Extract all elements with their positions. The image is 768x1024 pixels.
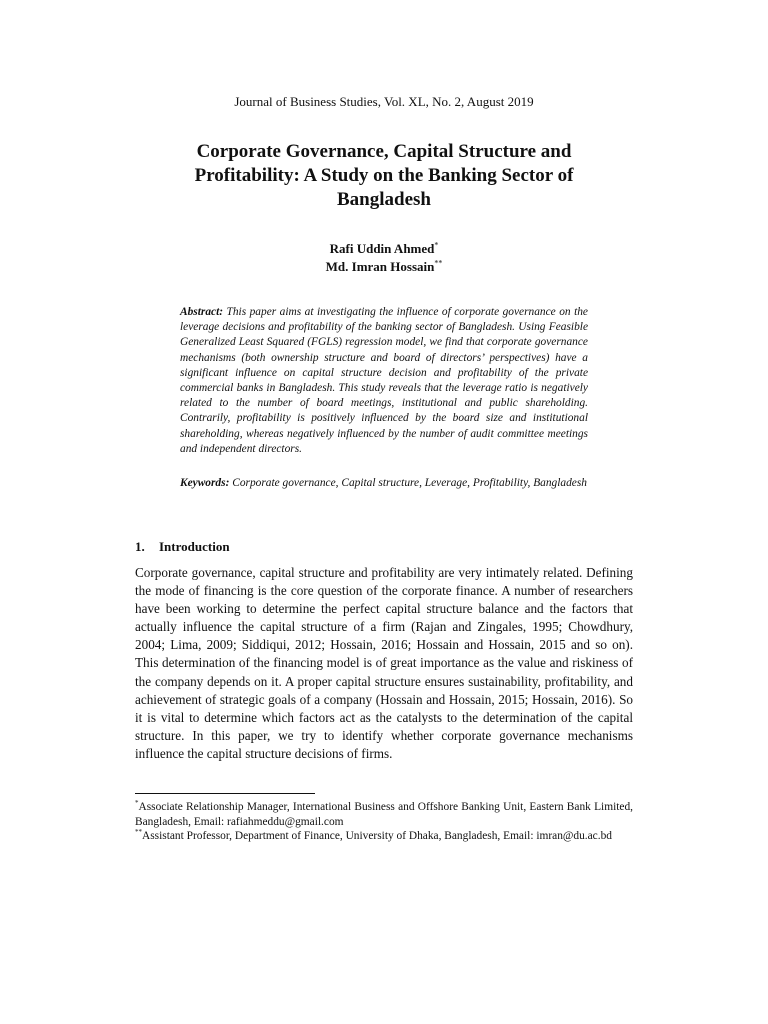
footnote bbox=[135, 829, 633, 844]
introduction-paragraph: Corporate governance, capital structure and profitability are very intimately related. Defining the mode of financing is the core question of the corporate finance. A number of researchers have been working to determine the perfect capital structure balance and the factors that actually influence the capital structure of a firm (Rajan and Zingales, 1995; Chowdhury, 2004; Lima, 2009; Siddiqui, 2012; Hossain, 2016; Hossain and Hossain, 2015 and so on). This determination of the financing model is of great importance as the value and riskiness of the company depends on it. A proper capital structure ensures sustainability, profitability, and achievement of strategic goals of a company (Hossain and Hossain, 2015; Hossain, 2016). So it is vital to determine which factors act as the catalysts to the determination of the capital structure. In this paper, we try to identify whether corporate governance mechanisms influence the capital structure decisions of firms. bbox=[135, 565, 633, 761]
footnote-text: Assistant Professor, Department of Finance, University of Dhaka, Bangladesh, Email: imran@du.ac.bd bbox=[142, 830, 612, 843]
section-title: Introduction bbox=[159, 539, 230, 554]
footnote bbox=[135, 800, 633, 829]
section-number: 1. bbox=[135, 539, 145, 554]
section-heading bbox=[135, 539, 230, 555]
author-footnote-mark: ** bbox=[434, 258, 443, 268]
abstract bbox=[180, 305, 588, 457]
footnote-text: Associate Relationship Manager, International Business and Offshore Banking Unit, Eastern Bank Limited, Bangladesh, Email: rafiahmeddu@gmail.com bbox=[135, 801, 633, 828]
footnote-mark: * bbox=[135, 799, 139, 808]
keywords-text: Corporate governance, Capital structure, Leverage, Profitability, Bangladesh bbox=[232, 477, 587, 489]
author-list bbox=[0, 240, 768, 276]
author-name: Rafi Uddin Ahmed bbox=[329, 241, 435, 256]
author-line bbox=[0, 240, 768, 258]
paper-title: Corporate Governance, Capital Structure and Profitability: A Study on the Banking Sector of Bangladesh bbox=[194, 141, 574, 210]
keywords-label: Keywords: bbox=[180, 477, 230, 489]
footnotes bbox=[135, 800, 633, 844]
author-name: Md. Imran Hossain bbox=[325, 259, 435, 274]
abstract-label: Abstract: bbox=[180, 306, 224, 318]
footnote-divider bbox=[135, 793, 315, 794]
abstract-text: This paper aims at investigating the influence of corporate governance on the leverage decisions and profitability of the banking sector of Bangladesh. Using Feasible Generalized Least Squared (FGLS) regression model, we find that corporate governance mechanisms (both ownership structure and board of directors’ perspectives) have a significant influence on capital structure decision and profitability of the private commercial banks in Bangladesh. This study reveals that the leverage ratio is negatively related to the number of board meetings, institutional and public shareholding. Contrarily, profitability is positively influenced by the board size and institutional shareholding, whereas negatively influenced by the number of audit committee meetings and independent directors. bbox=[180, 306, 588, 455]
footnote-mark: ** bbox=[135, 828, 142, 837]
keywords bbox=[180, 476, 588, 491]
author-footnote-mark: * bbox=[434, 240, 439, 250]
author-line bbox=[0, 258, 768, 276]
journal-header: Journal of Business Studies, Vol. XL, No. 2, August 2019 bbox=[234, 94, 534, 109]
